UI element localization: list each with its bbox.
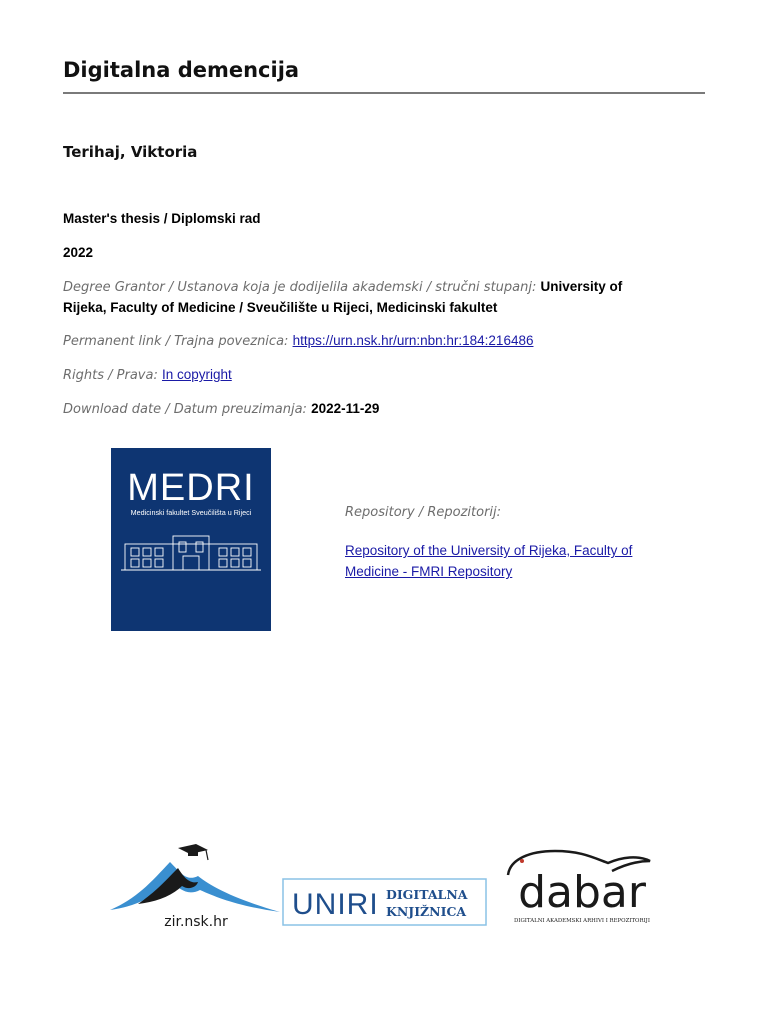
dabar-wordmark: dabar [518,867,646,918]
dabar-logo [500,845,665,927]
mountain-graduation-cap-icon [108,840,284,932]
uniri-line-1: DIGITALNA [386,887,468,902]
grantor-label: Degree Grantor / Ustanova koja je dodijelila akademski / stručni stupanj: [63,280,537,295]
medri-logo [111,448,271,631]
rights-link[interactable]: In copyright [161,367,232,382]
repository-link[interactable] [345,540,655,582]
dabar-subtitle: DIGITALNI AKADEMSKI ARHIVI I REPOZITORIJI [514,918,650,924]
zir-logo [108,840,284,932]
permalink-label: Permanent link / Trajna poveznica: [63,334,289,349]
uniri-digital-library-icon [282,878,487,926]
author-name: Terihaj, Viktoria [63,143,198,161]
uniri-wordmark: UNIRI [292,888,379,921]
rights-label: Rights / Prava: [63,368,158,383]
zir-text: zir.nsk.hr [164,914,228,930]
beaver-icon [500,845,665,927]
download-label: Download date / Datum preuzimanja: [63,402,307,417]
medri-building-icon [111,448,271,631]
download-date: 2022-11-29 [311,401,380,416]
uniri-logo [282,878,487,926]
title-divider [63,92,705,94]
document-title: Digitalna demencija [63,58,300,82]
thesis-year: 2022 [63,245,94,260]
grantor-value-2: Rijeka, Faculty of Medicine / Sveučilište u Rijeci, Medicinski fakultet [63,300,498,315]
thesis-type: Master's thesis / Diplomski rad [63,211,261,226]
grantor-value-1: University of [540,279,623,294]
medri-wordmark: MEDRI [127,467,255,509]
rights-row [63,367,232,383]
repository-link-line-2[interactable]: Medicine - FMRI Repository [345,564,513,579]
uniri-line-2: KNJIŽNICA [386,904,467,919]
permalink-row [63,333,533,349]
permalink-link[interactable]: https://urn.nsk.hr/urn:nbn:hr:184:216486 [292,333,534,348]
download-row [63,401,379,417]
medri-subtitle: Medicinski fakultet Sveučilišta u Rijeci [130,508,252,517]
grantor-row-2 [63,300,497,316]
repository-label: Repository / Repozitorij: [345,505,502,520]
grantor-row [63,279,713,295]
repository-link-line-1[interactable]: Repository of the University of Rijeka, Faculty of [345,543,633,558]
